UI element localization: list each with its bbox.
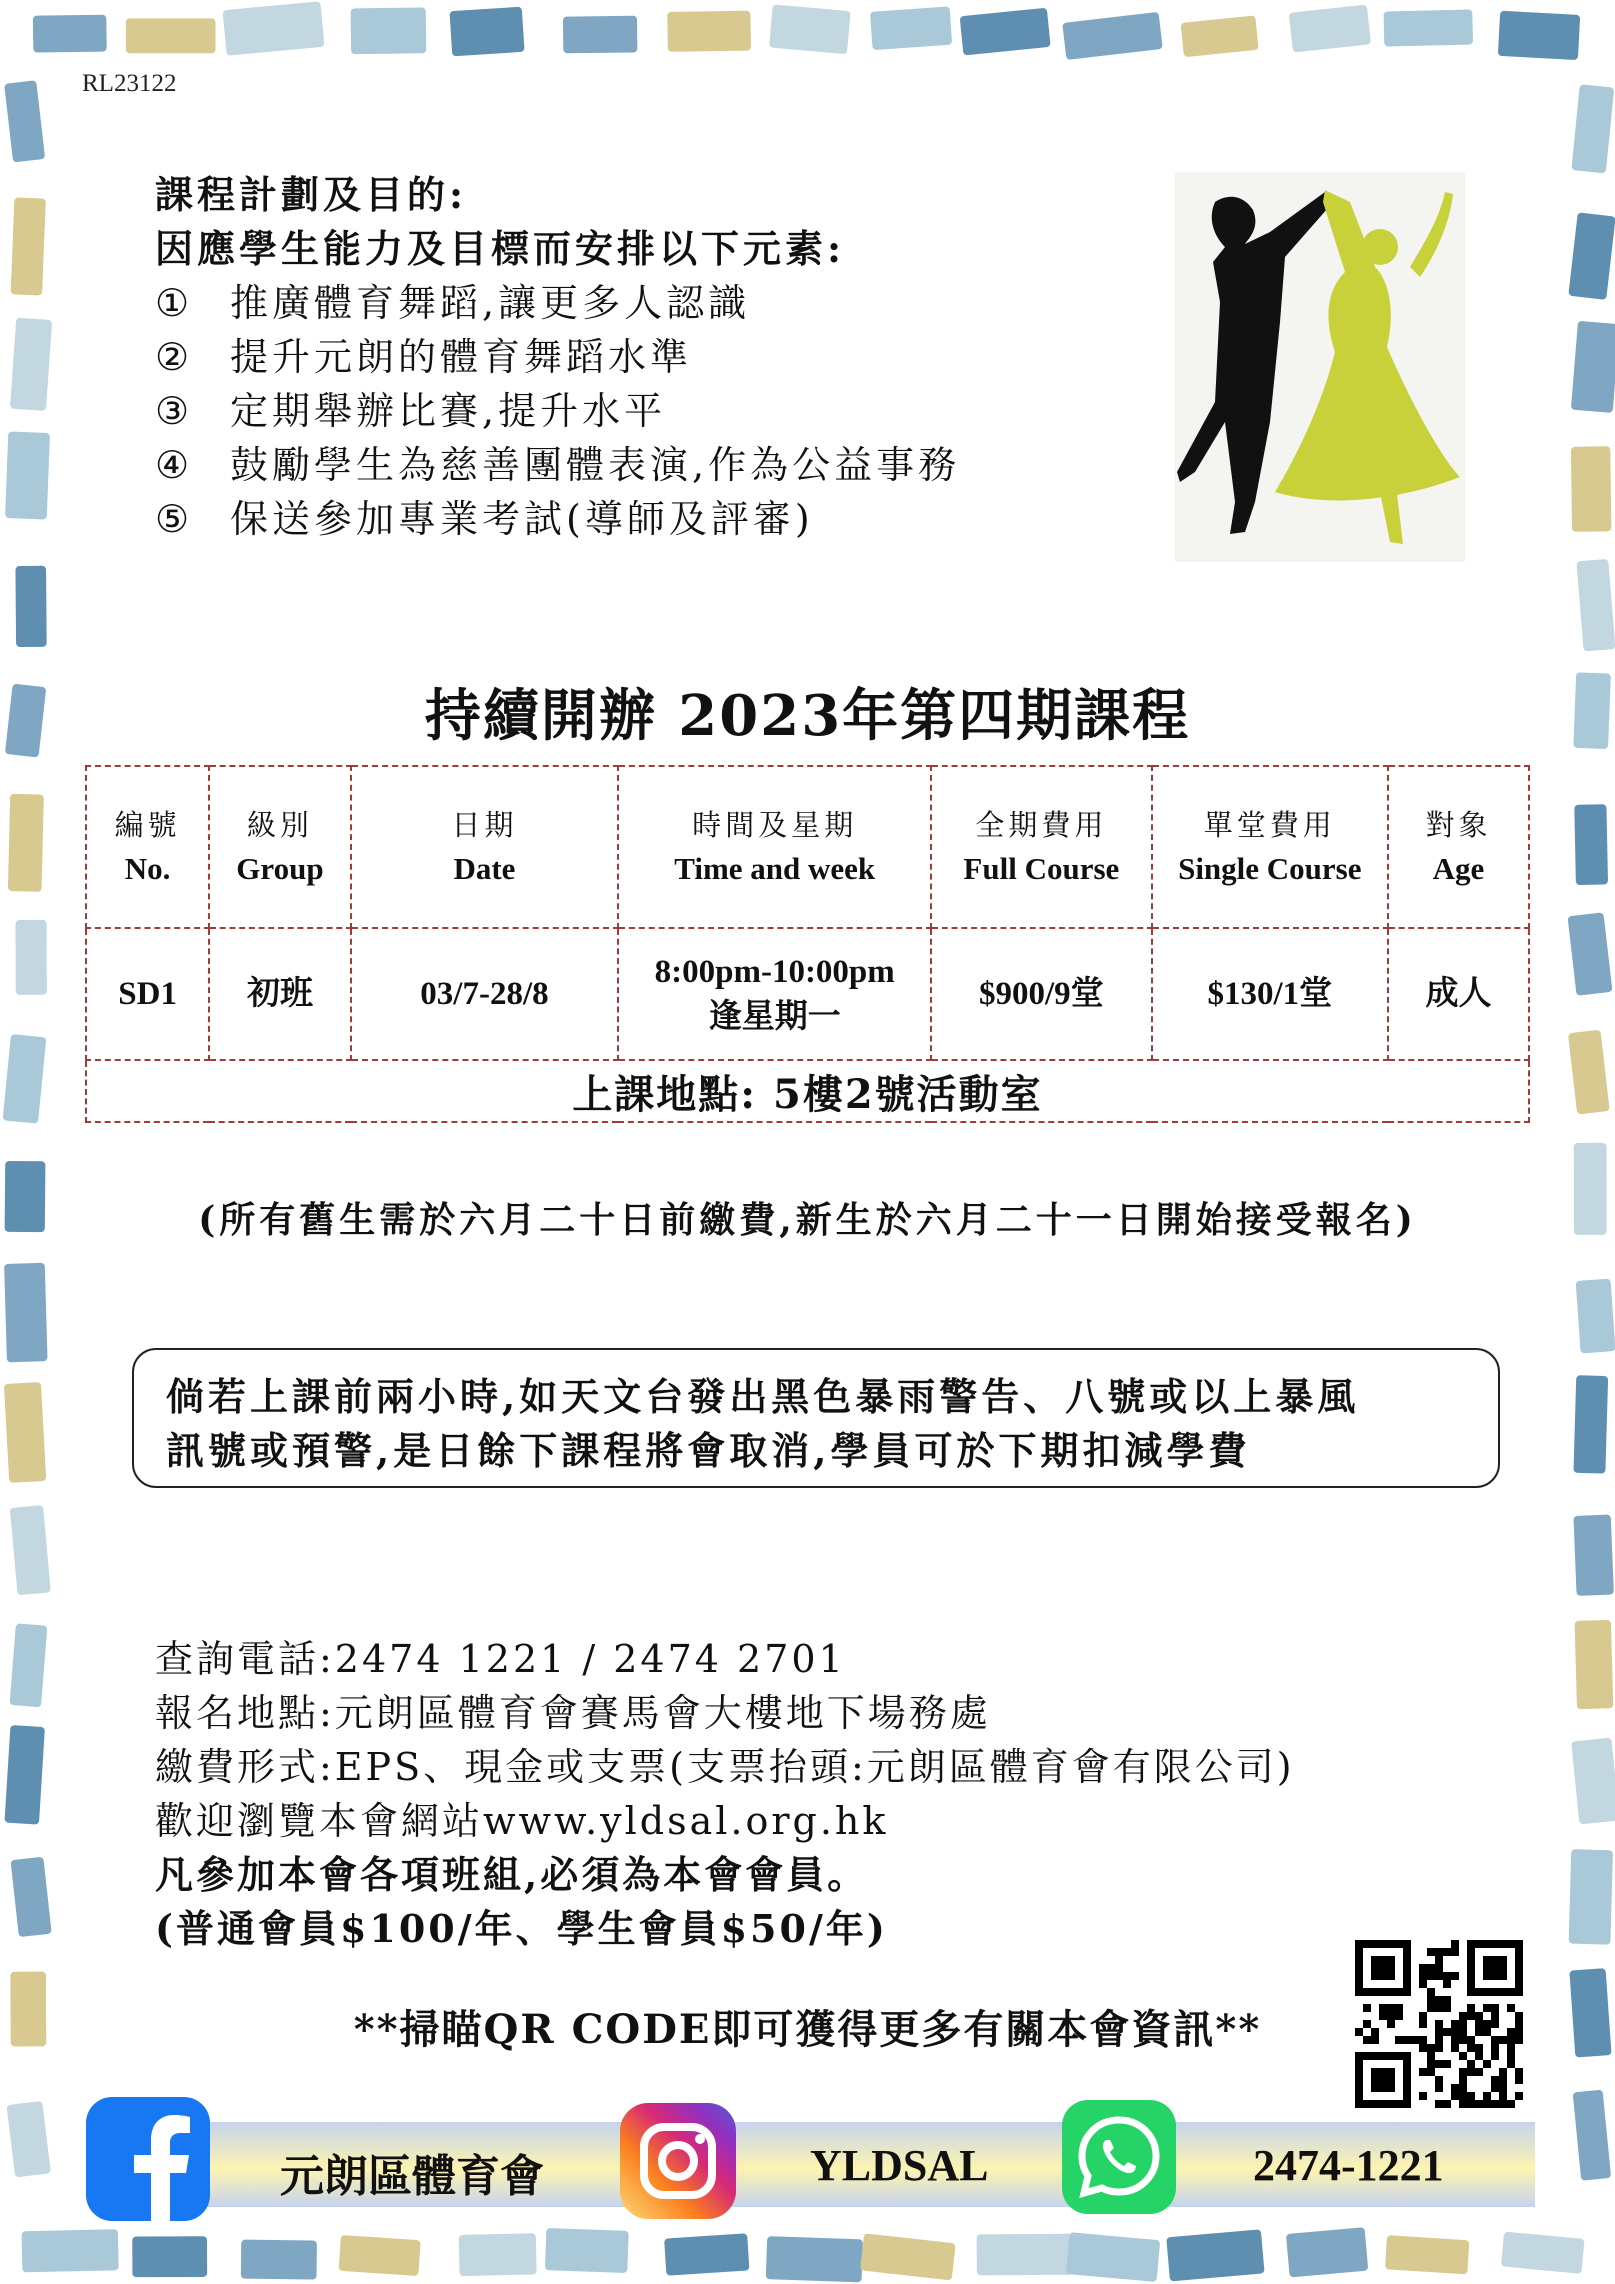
border-tile xyxy=(1575,1620,1614,1709)
border-tile xyxy=(563,16,638,54)
border-tile xyxy=(1289,5,1371,53)
border-tile xyxy=(15,566,46,647)
border-tile xyxy=(870,6,952,50)
border-tile xyxy=(223,1,325,56)
course-table xyxy=(85,765,1530,1123)
course-age-cell: 成人 xyxy=(1388,928,1529,1060)
border-tile xyxy=(10,1623,48,1707)
border-tile xyxy=(1571,446,1612,532)
goal-item xyxy=(155,438,960,492)
goal-number: ② xyxy=(155,335,194,379)
border-tile xyxy=(1571,84,1614,173)
border-tile xyxy=(3,1034,47,1124)
border-tile xyxy=(1286,2227,1368,2277)
border-tile xyxy=(132,2236,207,2277)
border-tile xyxy=(10,1505,51,1595)
weather-notice-box xyxy=(132,1348,1500,1488)
border-tile xyxy=(1576,559,1615,652)
header-cell: 全期費用 Full Course xyxy=(931,766,1152,928)
border-tile xyxy=(1166,2229,1264,2281)
border-tile xyxy=(10,1857,51,1937)
border-tile xyxy=(1573,1375,1608,1473)
goal-text: 提升元朗的體育舞蹈水準 xyxy=(230,335,693,379)
border-tile xyxy=(1573,1515,1613,1596)
border-tile xyxy=(126,18,216,53)
border-tile xyxy=(1568,212,1615,300)
contact-info-section xyxy=(155,1632,1295,1956)
course-plan-section xyxy=(155,168,960,546)
border-tile xyxy=(860,2233,956,2280)
border-tile xyxy=(1498,11,1580,60)
goal-text: 定期舉辦比賽,提升水平 xyxy=(230,389,667,433)
goal-number: ① xyxy=(155,281,194,325)
border-tile xyxy=(10,318,52,411)
border-tile xyxy=(545,2228,629,2273)
whatsapp-number: 2474-1221 xyxy=(1253,2141,1444,2190)
border-tile xyxy=(351,7,427,54)
membership-requirement: 凡參加本會各項班組,必須為本會會員。 xyxy=(155,1852,869,1897)
border-tile xyxy=(339,2235,421,2276)
payment-method: 繳費形式:EPS、現金或支票(支票抬頭:元朗區體育會有限公司) xyxy=(155,1745,1295,1789)
facebook-icon[interactable] xyxy=(86,2097,210,2221)
membership-fee: (普通會員$100/年、學生會員$50/年) xyxy=(155,1906,888,1951)
border-tile xyxy=(1576,1279,1615,1354)
border-tile xyxy=(1385,2235,1469,2274)
border-tile xyxy=(1571,321,1615,413)
border-tile xyxy=(4,1725,45,1825)
table-header-row xyxy=(86,766,1529,928)
border-tile xyxy=(459,2233,537,2276)
border-tile xyxy=(1573,2090,1612,2181)
fee-deadline-note: (所有舊生需於六月二十日前繳費,新生於六月二十一日開始接受報名) xyxy=(198,1199,1417,1241)
plan-heading: 課程計劃及目的: xyxy=(155,172,468,217)
border-tile xyxy=(6,2101,50,2178)
border-tile xyxy=(1501,2232,1585,2274)
border-tile xyxy=(1569,1849,1613,1945)
border-tile xyxy=(1062,12,1163,60)
course-full-fee-cell: $900/9堂 xyxy=(931,928,1152,1060)
border-tile xyxy=(11,197,46,295)
goal-number: ④ xyxy=(155,443,194,487)
document-code: RL23122 xyxy=(82,70,177,97)
border-tile xyxy=(22,2229,119,2272)
border-tile xyxy=(960,8,1051,56)
goal-item xyxy=(155,276,960,330)
qr-code-icon[interactable] xyxy=(1355,1940,1523,2108)
border-tile xyxy=(4,80,45,162)
border-tile xyxy=(4,1382,46,1483)
border-tile xyxy=(667,11,751,52)
border-tile xyxy=(664,2233,749,2275)
plan-subheading: 因應學生能力及目標而安排以下元素: xyxy=(155,226,846,271)
goal-number: ⑤ xyxy=(155,497,194,541)
course-single-fee-cell: $130/1堂 xyxy=(1152,928,1388,1060)
border-tile xyxy=(4,1263,47,1363)
border-tile xyxy=(1384,9,1474,46)
border-tile xyxy=(769,4,851,54)
website-text[interactable]: 歡迎瀏覽本會網站www.yldsal.org.hk xyxy=(155,1799,889,1843)
header-cell: 對象 Age xyxy=(1388,766,1529,928)
whatsapp-icon[interactable] xyxy=(1062,2100,1176,2214)
border-tile xyxy=(1181,15,1259,57)
venue-row xyxy=(86,1060,1529,1122)
course-title: 持續開辦 2023年第四期課程 xyxy=(424,683,1191,749)
goal-item xyxy=(155,330,960,384)
venue-cell: 上課地點: 5樓2號活動室 xyxy=(86,1060,1529,1122)
enquiry-phone: 查詢電話:2474 1221 / 2474 2701 xyxy=(155,1637,846,1681)
border-tile xyxy=(1066,2232,1160,2282)
weather-notice-line: 倘若上課前兩小時,如天文台發出黑色暴雨警告、八號或以上暴風 xyxy=(166,1374,1360,1419)
border-tile xyxy=(977,2234,1073,2276)
header-cell: 單堂費用 Single Course xyxy=(1152,766,1388,928)
qr-code-note: **掃瞄QR CODE即可獲得更多有關本會資訊** xyxy=(353,2006,1262,2053)
header-cell: 級別 Group xyxy=(209,766,350,928)
ballroom-dancers-icon xyxy=(1175,172,1465,562)
goal-number: ③ xyxy=(155,389,194,433)
border-tile xyxy=(1571,1738,1615,1825)
border-tile xyxy=(449,7,524,57)
border-tile xyxy=(5,431,50,519)
course-date-cell: 03/7-28/8 xyxy=(351,928,619,1060)
border-tile xyxy=(1567,912,1612,996)
goal-text: 推廣體育舞蹈,讓更多人認識 xyxy=(230,281,751,325)
facebook-name: 元朗區體育會 xyxy=(280,2152,544,2201)
border-tile xyxy=(766,2236,863,2282)
course-time-cell: 8:00pm-10:00pm 逢星期一 xyxy=(618,928,931,1060)
goal-item xyxy=(155,492,960,546)
border-tile xyxy=(33,15,107,53)
goal-text: 鼓勵學生為慈善團體表演,作為公益事務 xyxy=(230,443,961,487)
registration-venue: 報名地點:元朗區體育會賽馬會大樓地下場務處 xyxy=(155,1691,991,1735)
border-tile xyxy=(8,794,44,892)
goal-item xyxy=(155,384,960,438)
course-no-cell: SD1 xyxy=(86,928,209,1060)
table-row xyxy=(86,928,1529,1060)
header-cell: 日期 Date xyxy=(351,766,619,928)
border-tile xyxy=(1568,1030,1610,1115)
border-tile xyxy=(1574,804,1608,885)
border-tile xyxy=(241,2240,317,2280)
weather-notice-line: 訊號或預警,是日餘下課程將會取消,學員可於下期扣減學費 xyxy=(166,1428,1251,1473)
instagram-name: YLDSAL xyxy=(810,2141,989,2190)
header-cell: 時間及星期 Time and week xyxy=(618,766,931,928)
goal-text: 保送參加專業考試(導師及評審) xyxy=(230,497,814,541)
course-group-cell: 初班 xyxy=(209,928,350,1060)
border-tile xyxy=(16,920,47,995)
header-cell: 編號 No. xyxy=(86,766,209,928)
instagram-icon[interactable] xyxy=(620,2103,736,2219)
